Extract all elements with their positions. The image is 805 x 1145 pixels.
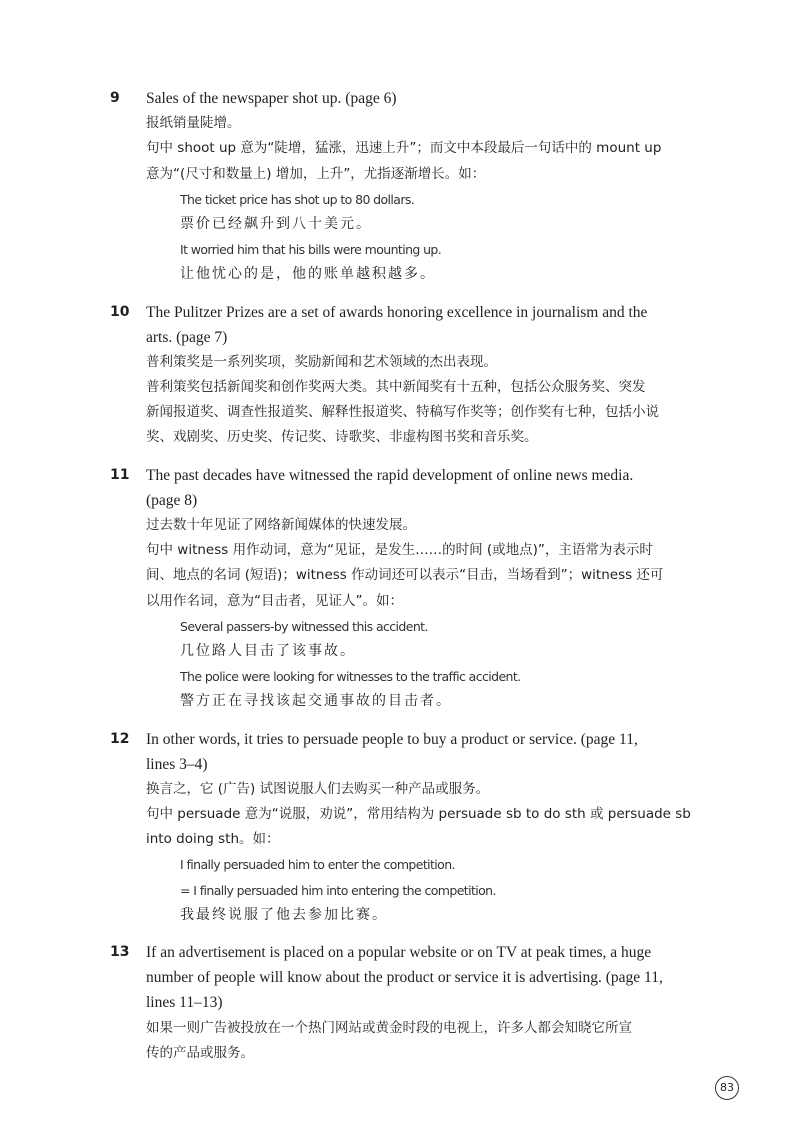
note-number: 11	[110, 466, 130, 483]
source-sentence: If an advertisement is placed on a popular website or on TV at peak times, a huge	[146, 944, 652, 961]
source-sentence: In other words, it tries to persuade people to buy a product or service. (page 11,	[146, 730, 638, 748]
example-translation: 几位路人目击了该事故。	[180, 642, 356, 659]
explanation-line: 间、地点的名词 (短语)；witness 作动词还可以表示“目击，当场看到”；witness 还可	[146, 567, 664, 584]
explanation-line: 句中 witness 用作动词，意为“见证，是发生……的时间 (或地点)”，主语常为表示时	[146, 542, 653, 559]
note-number: 12	[110, 730, 130, 747]
note-entry	[0, 727, 805, 929]
example-translation: 我最终说服了他去参加比赛。	[180, 906, 388, 923]
example-sentence: I finally persuaded him to enter the competition.	[180, 857, 455, 873]
explanation-line: 新闻报道奖、调查性报道奖、解释性报道奖、特稿写作奖等；创作奖有七种，包括小说	[146, 404, 659, 421]
example-translation: 让他忧心的是，他的账单越积越多。	[180, 266, 436, 283]
source-sentence: (page 8)	[146, 491, 198, 509]
source-sentence: lines 11–13)	[146, 994, 223, 1012]
note-entry	[0, 940, 805, 1066]
note-number: 13	[110, 944, 130, 960]
explanation-line: 以用作名词，意为“目击者，见证人”。如：	[146, 592, 403, 609]
explanation-line: 普利策奖包括新闻奖和创作奖两大类。其中新闻奖有十五种，包括公众服务奖、突发	[146, 379, 646, 396]
explanation-line: into doing sth。如：	[146, 831, 280, 848]
explanation-line: 传的产品或服务。	[146, 1044, 254, 1061]
note-entry	[0, 300, 805, 451]
example-sentence: The ticket price has shot up to 80 dollars.	[180, 191, 415, 207]
explanation-line: 意为“(尺寸和数量上) 增加，上升”，尤指逐渐增长。如：	[146, 165, 486, 182]
explanation-line: 句中 persuade 意为“说服，劝说”，常用结构为 persuade sb to do sth 或 persuade sb	[146, 806, 691, 823]
note-entry	[0, 86, 805, 288]
source-sentence: lines 3–4)	[146, 755, 208, 773]
explanation-line: 换言之，它 (广告) 试图说服人们去购买一种产品或服务。	[146, 780, 490, 797]
explanation-line: 普利策奖是一系列奖项，奖励新闻和艺术领域的杰出表现。	[146, 353, 497, 370]
source-sentence: The past decades have witnessed the rapid development of online news media.	[146, 466, 634, 484]
source-sentence: The Pulitzer Prizes are a set of awards honoring excellence in journalism and the	[146, 303, 648, 321]
example-sentence: = I finally persuaded him into entering the competition.	[180, 882, 496, 898]
example-translation: 票价已经飙升到八十美元。	[180, 215, 372, 232]
explanation-line: 奖、戏剧奖、历史奖、传记奖、诗歌奖、非虚构图书奖和音乐奖。	[146, 429, 538, 446]
explanation-line: 过去数十年见证了网络新闻媒体的快速发展。	[146, 517, 416, 533]
example-sentence: Several passers-by witnessed this accident.	[180, 618, 428, 634]
explanation-line: 句中 shoot up 意为“陡增，猛涨，迅速上升”；而文中本段最后一句话中的 mount up	[146, 140, 662, 157]
note-number: 9	[110, 90, 120, 106]
example-sentence: It worried him that his bills were mounting up.	[180, 242, 442, 258]
page-number: 83	[715, 1076, 739, 1100]
source-sentence: Sales of the newspaper shot up. (page 6)	[146, 90, 397, 107]
source-sentence: number of people will know about the product or service it is advertising. (page 11,	[146, 969, 663, 987]
note-entry	[0, 463, 805, 715]
explanation-line: 如果一则广告被投放在一个热门网站或黄金时段的电视上，许多人都会知晓它所宣	[146, 1019, 632, 1036]
source-sentence: arts. (page 7)	[146, 328, 228, 346]
note-number: 10	[110, 303, 130, 320]
example-sentence: The police were looking for witnesses to the traffic accident.	[180, 669, 521, 685]
explanation-line: 报纸销量陡增。	[146, 115, 241, 132]
example-translation: 警方正在寻找该起交通事故的目击者。	[180, 693, 452, 710]
document-body	[0, 86, 805, 1078]
